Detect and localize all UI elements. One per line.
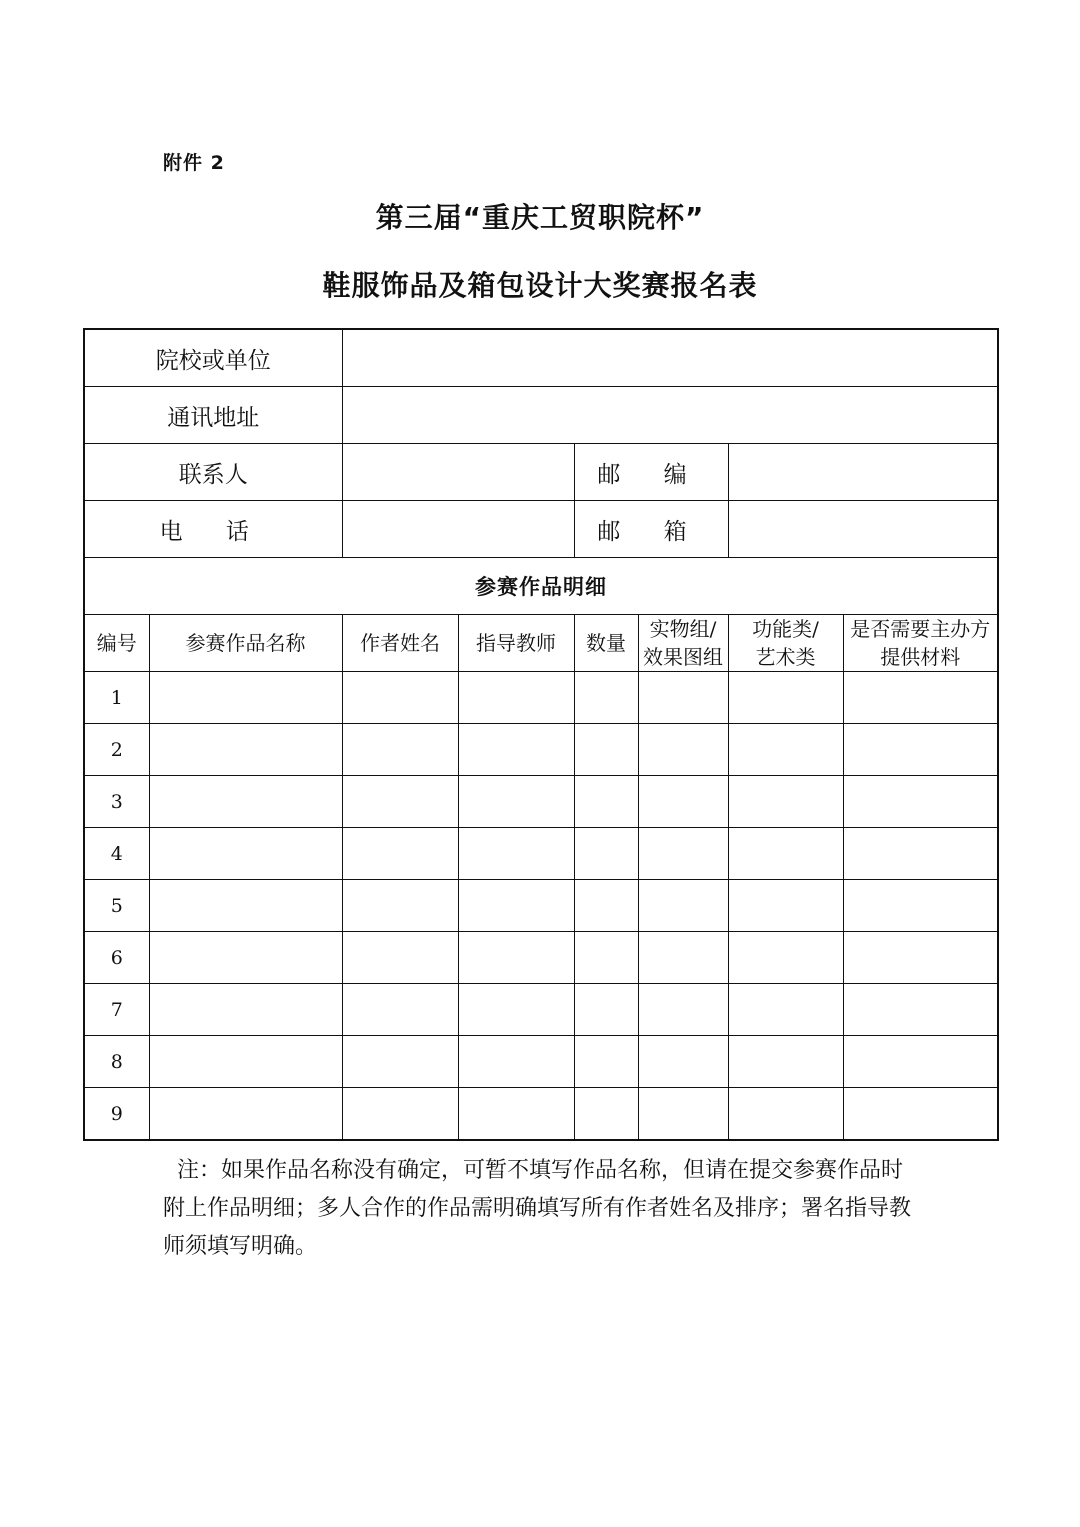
- work-name-cell[interactable]: [149, 1088, 342, 1141]
- work-name-cell[interactable]: [149, 880, 342, 932]
- phone-input-cell[interactable]: [342, 501, 574, 558]
- quantity-cell[interactable]: [574, 984, 638, 1036]
- teacher-cell[interactable]: [458, 1036, 574, 1088]
- materials-cell[interactable]: [843, 880, 998, 932]
- group-cell[interactable]: [638, 724, 728, 776]
- author-cell[interactable]: [342, 724, 458, 776]
- postcode-input-cell[interactable]: [728, 444, 998, 501]
- author-cell[interactable]: [342, 1088, 458, 1141]
- category-cell[interactable]: [728, 984, 843, 1036]
- table-row: [84, 932, 998, 984]
- materials-cell[interactable]: [843, 932, 998, 984]
- form-title-line-1: 第三届“重庆工贸职院杯”: [375, 201, 705, 234]
- address-input-cell[interactable]: [342, 387, 998, 444]
- column-number: 编号: [84, 615, 149, 672]
- materials-cell[interactable]: [843, 776, 998, 828]
- footnote: 注：如果作品名称没有确定，可暂不填写作品名称，但请在提交参赛作品时附上作品明细；多人合作的作品需明确填写所有作者姓名及排序；署名指导教师须填写明确。: [163, 1158, 912, 1259]
- work-name-cell[interactable]: [149, 984, 342, 1036]
- work-name-cell[interactable]: [149, 672, 342, 724]
- author-cell[interactable]: [342, 932, 458, 984]
- section-row: [84, 558, 998, 615]
- teacher-cell[interactable]: [458, 880, 574, 932]
- category-cell[interactable]: [728, 776, 843, 828]
- work-name-cell[interactable]: [149, 828, 342, 880]
- quantity-cell[interactable]: [574, 1088, 638, 1141]
- column-category-line-1: 功能类/: [752, 617, 819, 641]
- category-cell[interactable]: [728, 724, 843, 776]
- teacher-cell[interactable]: [458, 724, 574, 776]
- author-cell[interactable]: [342, 1036, 458, 1088]
- category-cell[interactable]: [728, 1036, 843, 1088]
- author-cell[interactable]: [342, 672, 458, 724]
- table-row: [84, 828, 998, 880]
- postcode-label: 邮 编: [574, 444, 728, 501]
- phone-label: 电 话: [84, 501, 342, 558]
- column-header-row: [84, 615, 998, 672]
- phone-row: [84, 501, 998, 558]
- column-materials-line-1: 是否需要主办方: [850, 617, 991, 641]
- author-cell[interactable]: [342, 828, 458, 880]
- quantity-cell[interactable]: [574, 880, 638, 932]
- group-cell[interactable]: [638, 984, 728, 1036]
- quantity-cell[interactable]: [574, 828, 638, 880]
- contact-input-cell[interactable]: [342, 444, 574, 501]
- table-row: [84, 672, 998, 724]
- work-name-cell[interactable]: [149, 776, 342, 828]
- group-cell[interactable]: [638, 776, 728, 828]
- column-teacher: 指导教师: [458, 615, 574, 672]
- quantity-cell[interactable]: [574, 1036, 638, 1088]
- materials-cell[interactable]: [843, 672, 998, 724]
- group-cell[interactable]: [638, 880, 728, 932]
- materials-cell[interactable]: [843, 828, 998, 880]
- materials-cell[interactable]: [843, 724, 998, 776]
- work-name-cell[interactable]: [149, 724, 342, 776]
- teacher-cell[interactable]: [458, 828, 574, 880]
- column-group: [638, 615, 728, 672]
- row-number: 1: [84, 672, 149, 724]
- teacher-cell[interactable]: [458, 984, 574, 1036]
- teacher-cell[interactable]: [458, 672, 574, 724]
- teacher-cell[interactable]: [458, 932, 574, 984]
- group-cell[interactable]: [638, 828, 728, 880]
- email-input-cell[interactable]: [728, 501, 998, 558]
- row-number: 9: [84, 1088, 149, 1141]
- table-row: [84, 1088, 998, 1141]
- row-number: 5: [84, 880, 149, 932]
- quantity-cell[interactable]: [574, 672, 638, 724]
- teacher-cell[interactable]: [458, 1088, 574, 1141]
- form-title-line-2: 鞋服饰品及箱包设计大奖赛报名表: [322, 269, 758, 302]
- row-number: 8: [84, 1036, 149, 1088]
- column-materials-line-2: 提供材料: [880, 645, 961, 669]
- table-row: [84, 984, 998, 1036]
- category-cell[interactable]: [728, 672, 843, 724]
- school-label: 院校或单位: [84, 329, 342, 387]
- address-row: [84, 387, 998, 444]
- table-row: [84, 776, 998, 828]
- contact-row: [84, 444, 998, 501]
- attachment-label: 附件 2: [163, 152, 225, 174]
- email-label: 邮 箱: [574, 501, 728, 558]
- column-group-line-1: 实物组/: [649, 617, 717, 641]
- contact-label: 联系人: [84, 444, 342, 501]
- row-number: 7: [84, 984, 149, 1036]
- table-row: [84, 724, 998, 776]
- quantity-cell[interactable]: [574, 776, 638, 828]
- column-work-name: 参赛作品名称: [149, 615, 342, 672]
- address-label: 通讯地址: [84, 387, 342, 444]
- group-cell[interactable]: [638, 672, 728, 724]
- work-name-cell[interactable]: [149, 1036, 342, 1088]
- column-quantity: 数量: [574, 615, 638, 672]
- row-number: 6: [84, 932, 149, 984]
- column-category-line-2: 艺术类: [755, 645, 816, 669]
- group-cell[interactable]: [638, 1036, 728, 1088]
- author-cell[interactable]: [342, 984, 458, 1036]
- column-materials: [843, 615, 998, 672]
- quantity-cell[interactable]: [574, 724, 638, 776]
- row-number: 4: [84, 828, 149, 880]
- section-title: 参赛作品明细: [84, 558, 998, 615]
- author-cell[interactable]: [342, 880, 458, 932]
- registration-form-table: [83, 328, 999, 1141]
- table-row: [84, 1036, 998, 1088]
- row-number: 2: [84, 724, 149, 776]
- school-row: [84, 329, 998, 387]
- materials-cell[interactable]: [843, 984, 998, 1036]
- school-input-cell[interactable]: [342, 329, 998, 387]
- author-cell[interactable]: [342, 776, 458, 828]
- column-author: 作者姓名: [342, 615, 458, 672]
- materials-cell[interactable]: [843, 1036, 998, 1088]
- group-cell[interactable]: [638, 1088, 728, 1141]
- category-cell[interactable]: [728, 1088, 843, 1141]
- column-group-line-2: 效果图组: [643, 645, 723, 669]
- column-category: [728, 615, 843, 672]
- category-cell[interactable]: [728, 880, 843, 932]
- quantity-cell[interactable]: [574, 932, 638, 984]
- materials-cell[interactable]: [843, 1088, 998, 1141]
- row-number: 3: [84, 776, 149, 828]
- work-name-cell[interactable]: [149, 932, 342, 984]
- item-rows: [84, 672, 998, 1141]
- table-row: [84, 880, 998, 932]
- teacher-cell[interactable]: [458, 776, 574, 828]
- group-cell[interactable]: [638, 932, 728, 984]
- category-cell[interactable]: [728, 828, 843, 880]
- category-cell[interactable]: [728, 932, 843, 984]
